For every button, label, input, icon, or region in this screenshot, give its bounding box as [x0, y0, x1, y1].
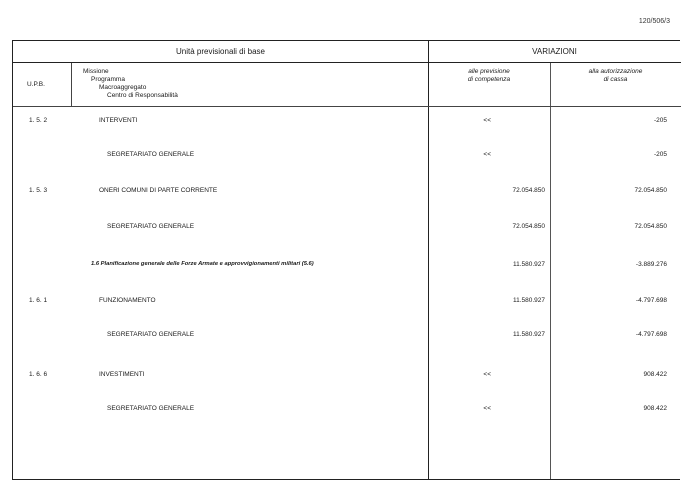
row-competenza: << — [483, 151, 491, 158]
row-cassa: -4.797.698 — [635, 331, 667, 338]
column-competenza: alle previsione di competenza — [467, 68, 511, 83]
row-competenza: << — [483, 117, 491, 124]
tree-programma: Programma — [91, 76, 125, 83]
tree-macroaggregato: Macroaggregato — [99, 84, 147, 91]
row-cassa: 72.054.850 — [634, 187, 667, 194]
row-competenza: << — [483, 371, 491, 378]
table-row — [13, 297, 681, 307]
row-competenza: 11.580.927 — [512, 331, 545, 338]
header-variazioni: VARIAZIONI — [532, 47, 577, 56]
row-divider — [13, 106, 681, 107]
row-competenza: 72.054.850 — [512, 223, 545, 230]
table-row — [13, 331, 681, 341]
row-description: ONERI COMUNI DI PARTE CORRENTE — [99, 187, 218, 194]
row-description: SEGRETARIATO GENERALE — [107, 151, 195, 158]
table-row — [13, 223, 681, 233]
column-tree — [83, 68, 178, 100]
row-description: INVESTIMENTI — [99, 371, 145, 378]
tree-missione: Missione — [83, 68, 109, 75]
row-description: 1.6 Planificazione generale delle Forze Armate e approvvigionamenti militari (5.6) — [91, 261, 314, 267]
row-cassa: -4.797.698 — [635, 297, 667, 304]
column-divider — [71, 62, 72, 106]
table-row — [13, 117, 681, 127]
row-upb: 1. 6. 6 — [29, 371, 48, 378]
row-cassa: 72.054.850 — [634, 223, 667, 230]
row-description: SEGRETARIATO GENERALE — [107, 223, 195, 230]
row-cassa: -3.889.276 — [635, 261, 667, 268]
row-divider — [13, 62, 681, 63]
row-description: INTERVENTI — [99, 117, 138, 124]
row-cassa: 908.422 — [643, 371, 667, 378]
table-row — [13, 405, 681, 415]
row-description: FUNZIONAMENTO — [99, 297, 156, 304]
row-upb: 1. 6. 1 — [29, 297, 48, 304]
row-upb: 1. 5. 3 — [29, 187, 48, 194]
budget-table — [12, 40, 680, 480]
row-competenza: 11.580.927 — [512, 297, 545, 304]
table-row — [13, 187, 681, 197]
column-upb: U.P.B. — [27, 81, 45, 88]
row-cassa: -205 — [653, 151, 667, 158]
page-number: 120/506/3 — [638, 18, 670, 25]
row-cassa: 908.422 — [643, 405, 667, 412]
table-row — [13, 151, 681, 161]
tree-centro: Centro di Responsabilità — [107, 92, 178, 99]
table-row — [13, 261, 681, 271]
row-competenza: 72.054.850 — [512, 187, 545, 194]
header-unita: Unità previsionali di base — [176, 47, 265, 56]
row-description: SEGRETARIATO GENERALE — [107, 405, 195, 412]
row-competenza: 11.580.927 — [512, 261, 545, 268]
table-row — [13, 371, 681, 381]
row-upb: 1. 5. 2 — [29, 117, 48, 124]
row-description: SEGRETARIATO GENERALE — [107, 331, 195, 338]
row-cassa: -205 — [653, 117, 667, 124]
row-competenza: << — [483, 405, 491, 412]
column-cassa: alla autorizzazione di cassa — [588, 68, 643, 83]
